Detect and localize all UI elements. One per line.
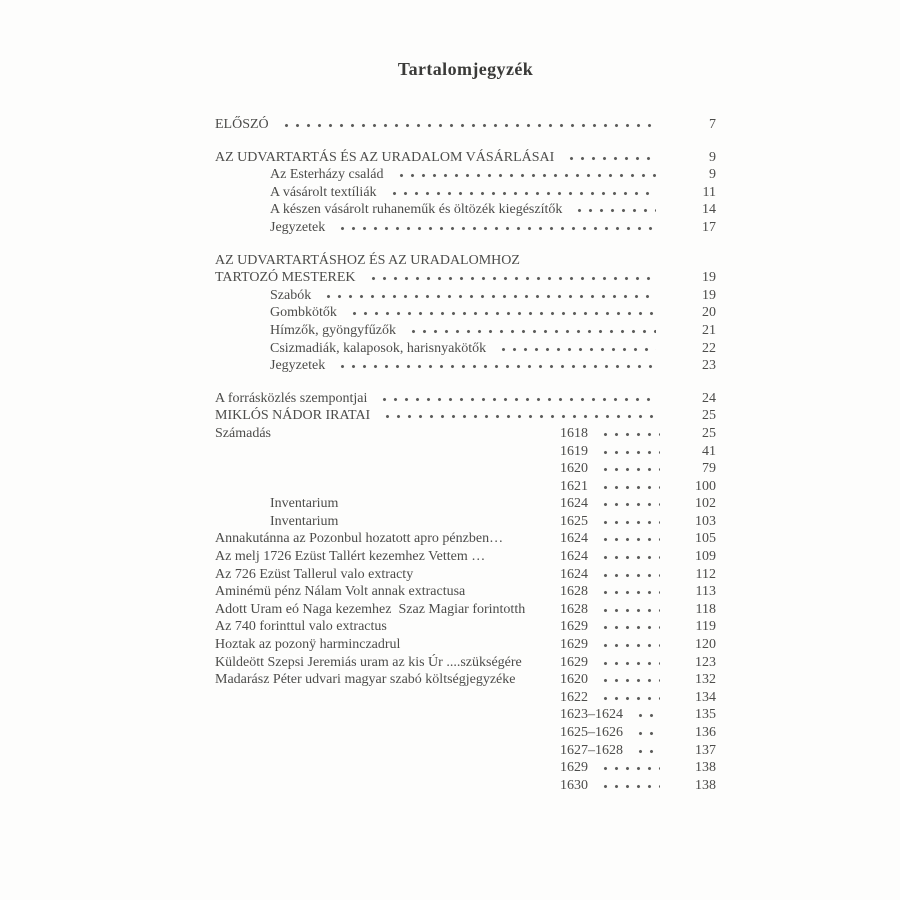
dot-leader (597, 425, 660, 437)
entry-label: TARTOZÓ MESTEREK (215, 270, 356, 286)
entry-year: 1620 (560, 461, 588, 477)
entry-page-number: 137 (695, 742, 716, 758)
toc-row (215, 636, 716, 654)
entry-label: Csizmadiák, kalaposok, harisnyakötők (270, 340, 487, 356)
entry-label: Hoztak az pozonÿ harminczadrul (215, 637, 401, 653)
toc-row (215, 322, 716, 340)
toc-row (215, 390, 716, 408)
dot-leader (597, 583, 660, 595)
entry-year: 1628 (560, 601, 588, 617)
dot-leader (597, 654, 660, 666)
entry-label: Adott Uram eó Naga kezemhez Szaz Magiar forintotth (215, 601, 526, 617)
dot-leader (597, 513, 660, 525)
entry-label: AZ UDVARTARTÁS ÉS AZ URADALOM VÁSÁRLÁSAI (215, 149, 555, 165)
entry-page-number: 138 (695, 760, 716, 776)
dot-leader (393, 166, 657, 178)
entry-year: 1619 (560, 443, 588, 459)
dot-leader (597, 759, 660, 771)
toc-row (215, 742, 716, 760)
toc-row (215, 357, 716, 375)
entry-label: A készen vásárolt ruhaneműk és öltözék kiegészítők (270, 202, 563, 218)
entry-year-cell (560, 478, 660, 496)
toc-row (215, 601, 716, 619)
dot-leader (405, 322, 656, 334)
entry-year: 1622 (560, 689, 588, 705)
toc-row (215, 252, 716, 270)
dot-leader (376, 390, 656, 402)
entry-page-number: 105 (695, 531, 716, 547)
dot-leader (597, 671, 660, 683)
toc-row (215, 583, 716, 601)
toc-row (215, 566, 716, 584)
entry-page-number: 19 (702, 270, 716, 286)
entry-page-number: 79 (702, 461, 716, 477)
dot-leader (632, 706, 660, 718)
toc-row (215, 654, 716, 672)
entry-year-cell (560, 759, 660, 777)
dot-leader (632, 724, 660, 736)
dot-leader (597, 495, 660, 507)
dot-leader (632, 742, 660, 754)
entry-page-number: 102 (695, 496, 716, 512)
entry-year-cell (560, 777, 660, 795)
entry-page-number: 22 (702, 340, 716, 356)
toc-row (215, 425, 716, 443)
entry-year-cell (560, 548, 660, 566)
entry-page-number: 100 (695, 478, 716, 494)
entry-page-number: 135 (695, 707, 716, 723)
entry-year: 1618 (560, 425, 588, 441)
entry-year: 1629 (560, 637, 588, 653)
entry-page-number: 9 (709, 149, 716, 165)
dot-leader (597, 460, 660, 472)
entry-label: Számadás (215, 425, 271, 441)
entry-year: 1630 (560, 777, 588, 793)
entry-year: 1629 (560, 760, 588, 776)
entry-page-number: 113 (695, 584, 716, 600)
toc-row (215, 340, 716, 358)
dot-leader (320, 287, 656, 299)
entry-page-number: 17 (702, 219, 716, 235)
entry-label: AZ UDVARTARTÁSHOZ ÉS AZ URADALOMHOZ (215, 252, 520, 268)
entry-year-cell (560, 601, 660, 619)
entry-label: Szabók (270, 287, 312, 303)
toc-row (215, 495, 716, 513)
dot-leader (597, 777, 660, 789)
entry-page-number: 7 (709, 117, 716, 132)
entry-year-cell (560, 583, 660, 601)
dot-leader (597, 636, 660, 648)
toc-row (215, 407, 716, 425)
entry-page-number: 132 (695, 672, 716, 688)
entry-page-number: 120 (695, 637, 716, 653)
toc-row (215, 548, 716, 566)
entry-page-number: 11 (702, 184, 716, 200)
entry-label: MIKLÓS NÁDOR IRATAI (215, 408, 371, 424)
entry-year-cell (560, 460, 660, 478)
entry-page-number: 136 (695, 725, 716, 740)
toc-row (215, 443, 716, 461)
entry-year: 1623–1624 (560, 707, 623, 723)
entry-year: 1625–1626 (560, 725, 623, 740)
toc-row (215, 287, 716, 305)
entry-page-number: 123 (695, 654, 716, 670)
entry-year-cell (560, 495, 660, 513)
toc-row (215, 166, 716, 184)
toc-row (215, 706, 716, 724)
entry-label: Gombkötők (270, 305, 337, 321)
entry-page-number: 24 (702, 390, 716, 406)
dot-leader (278, 116, 656, 128)
entry-year: 1628 (560, 584, 588, 600)
toc-row (215, 618, 716, 636)
entry-label: Aminémü pénz Nálam Volt annak extractusa (215, 584, 466, 600)
toc-row (215, 269, 716, 287)
entry-label: Küldeött Szepsi Jeremiás uram az kis Úr ....szükségére (215, 654, 522, 670)
entry-label: Az 740 forinttul valo extractus (215, 619, 387, 635)
entry-year-cell (560, 513, 660, 531)
entry-label: Az 726 Ezüst Tallerul valo extracty (215, 566, 414, 582)
entry-label: Hímzők, gyöngyfűzők (270, 322, 396, 338)
dot-leader (563, 149, 656, 161)
entry-year-cell (560, 654, 660, 672)
entry-page-number: 14 (702, 202, 716, 218)
toc-row (215, 513, 716, 531)
entry-page-number: 103 (695, 513, 716, 529)
entry-label: A vásárolt textíliák (270, 184, 377, 200)
entry-year: 1629 (560, 619, 588, 635)
entry-year-cell (560, 443, 660, 461)
entry-label: Jegyzetek (270, 358, 326, 374)
toc-row (215, 478, 716, 496)
entry-page-number: 138 (695, 777, 716, 793)
toc-row (215, 460, 716, 478)
entry-year: 1627–1628 (560, 742, 623, 758)
entry-year-cell (560, 530, 660, 548)
entry-page-number: 20 (702, 305, 716, 321)
dot-leader (597, 548, 660, 560)
entry-label: Annakutánna az Pozonbul hozatott apro pénzben… (215, 531, 504, 547)
toc-row (215, 219, 716, 237)
dot-leader (597, 618, 660, 630)
entry-page-number: 134 (695, 689, 716, 705)
entry-page-number: 25 (702, 425, 716, 441)
entry-year-cell (560, 566, 660, 584)
dot-leader (597, 689, 660, 701)
entry-year-cell (560, 425, 660, 443)
toc-row (215, 777, 716, 795)
toc-row (215, 724, 716, 742)
entry-year: 1625 (560, 513, 588, 529)
entry-label: Inventarium (270, 513, 339, 529)
toc-row (215, 759, 716, 777)
entry-label: Az Esterházy család (270, 167, 384, 183)
toc-row (215, 201, 716, 219)
toc-row (215, 149, 716, 167)
dot-leader (597, 530, 660, 542)
entry-year-cell (560, 706, 660, 724)
dot-leader (495, 340, 656, 352)
dot-leader (597, 566, 660, 578)
entry-year: 1624 (560, 566, 588, 582)
entry-year-cell (560, 636, 660, 654)
dot-leader (379, 407, 656, 419)
toc-row (215, 116, 716, 134)
entry-year: 1624 (560, 549, 588, 565)
entry-label: Inventarium (270, 496, 339, 512)
entry-label: Az melj 1726 Ezüst Tallért kezemhez Vettem … (215, 549, 486, 565)
entry-year: 1624 (560, 531, 588, 547)
dot-leader (365, 269, 657, 281)
toc-row (215, 184, 716, 202)
entry-year-cell (560, 742, 660, 760)
entry-year-cell (560, 724, 660, 742)
entry-label: Madarász Péter udvari magyar szabó költségjegyzéke (215, 672, 516, 688)
entry-page-number: 118 (695, 601, 716, 617)
entry-year: 1624 (560, 496, 588, 512)
dot-leader (346, 304, 656, 316)
entry-page-number: 41 (702, 443, 716, 459)
entry-year: 1621 (560, 478, 588, 494)
entry-year: 1629 (560, 654, 588, 670)
entry-year-cell (560, 618, 660, 636)
entry-page-number: 112 (695, 566, 716, 582)
toc-row (215, 304, 716, 322)
dot-leader (334, 357, 656, 369)
dot-leader (334, 219, 656, 231)
entry-page-number: 23 (702, 358, 716, 374)
entry-page-number: 119 (695, 619, 716, 635)
toc-row (215, 530, 716, 548)
dot-leader (597, 478, 660, 490)
entry-page-number: 19 (702, 287, 716, 303)
page-title: Tartalomjegyzék (397, 59, 534, 79)
entry-label: ELŐSZÓ (215, 117, 269, 132)
dot-leader (386, 184, 656, 196)
dot-leader (571, 201, 656, 213)
toc-list (215, 116, 716, 794)
entry-label: A forrásközlés szempontjai (215, 390, 368, 406)
entry-page-number: 9 (709, 167, 716, 183)
entry-page-number: 21 (702, 322, 716, 338)
entry-label: Jegyzetek (270, 219, 326, 235)
dot-leader (597, 601, 660, 613)
entry-page-number: 109 (695, 549, 716, 565)
entry-year-cell (560, 671, 660, 689)
dot-leader (597, 443, 660, 455)
toc-row (215, 689, 716, 707)
entry-page-number: 25 (702, 408, 716, 424)
entry-year-cell (560, 689, 660, 707)
entry-year: 1620 (560, 672, 588, 688)
toc-row (215, 671, 716, 689)
